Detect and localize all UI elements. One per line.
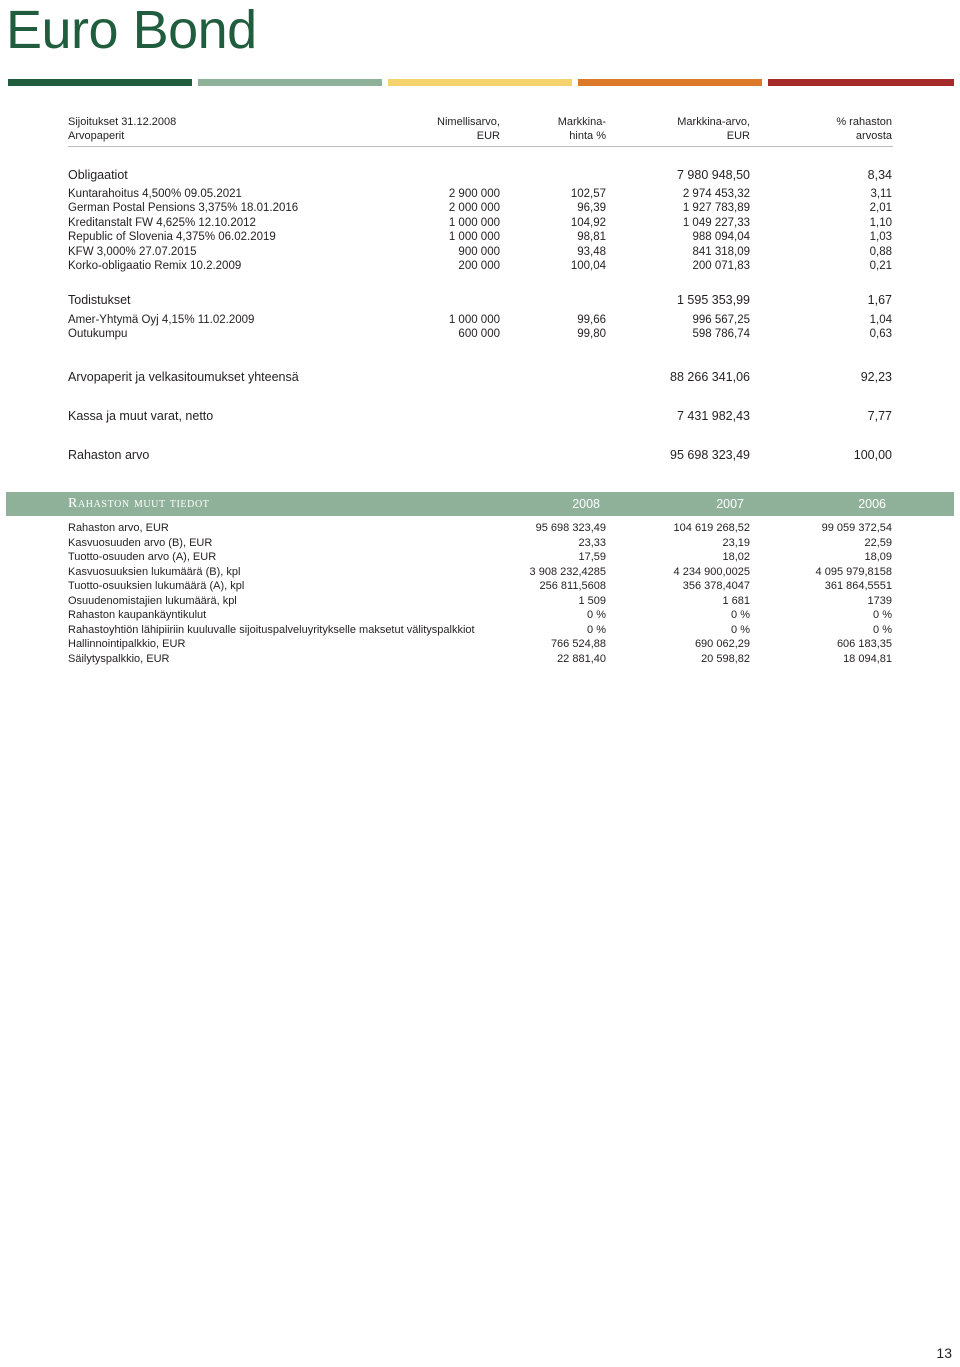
header-col-price-unit: hinta % <box>569 130 606 142</box>
holding-nominal: 200 000 <box>458 260 500 272</box>
section-label: Obligaatiot <box>68 168 128 182</box>
holding-row <box>0 259 960 273</box>
holding-market-value: 996 567,25 <box>692 314 750 326</box>
info-2006: 606 183,35 <box>836 638 892 650</box>
info-2006: 0 % <box>873 623 892 636</box>
info-2006: 18,09 <box>864 551 892 563</box>
holding-price: 99,66 <box>577 314 606 326</box>
info-2007: 23,19 <box>722 536 750 549</box>
header-col-market-value: Markkina-arvo, <box>677 116 750 128</box>
info-label: Osuudenomistajien lukumäärä, kpl <box>68 594 237 607</box>
section-obligaatiot <box>0 167 960 183</box>
holding-market-value: 841 318,09 <box>692 245 750 258</box>
info-label: Rahastoyhtiön lähipiiriin kuuluvalle sijoituspalveluyritykselle maksetut välityspalkkiot <box>68 623 475 636</box>
info-row <box>0 550 960 564</box>
info-row <box>0 565 960 579</box>
holding-name: Outukumpu <box>68 328 128 341</box>
header-col-pct: % rahaston <box>836 116 892 128</box>
holding-nominal: 1 000 000 <box>448 314 500 326</box>
holding-row <box>0 327 960 341</box>
info-row <box>0 637 960 651</box>
info-2007: 690 062,29 <box>694 638 750 650</box>
header-col-nominal: Nimellisarvo, <box>437 116 500 128</box>
info-2008: 766 524,88 <box>550 638 606 650</box>
year-2007: 2007 <box>716 497 744 511</box>
info-2006: 1739 <box>867 594 892 607</box>
header-row-1 <box>0 115 960 129</box>
info-2007: 0 % <box>731 609 750 621</box>
info-row <box>0 521 960 535</box>
color-bar-red <box>768 79 954 86</box>
holding-pct: 0,88 <box>869 245 892 258</box>
info-row <box>0 608 960 622</box>
section-value: 1 595 353,99 <box>677 293 750 307</box>
total-pct: 92,23 <box>860 370 892 384</box>
info-label: Tuotto-osuuksien lukumäärä (A), kpl <box>68 580 245 592</box>
holding-market-value: 598 786,74 <box>692 328 750 341</box>
info-row <box>0 652 960 666</box>
holding-name: Kreditanstalt FW 4,625% 12.10.2012 <box>68 216 256 229</box>
info-2008: 0 % <box>587 623 606 636</box>
total-fund-value <box>0 447 960 463</box>
total-label: Kassa ja muut varat, netto <box>68 409 214 423</box>
info-label: Kasvuosuuden arvo (B), EUR <box>68 536 213 549</box>
color-bar-yellow <box>388 79 572 86</box>
header-col-market-value-unit: EUR <box>726 130 750 142</box>
total-label: Arvopaperit ja velkasitoumukset yhteensä <box>68 370 299 384</box>
info-2008: 1 509 <box>578 594 606 607</box>
info-2008: 0 % <box>587 609 606 621</box>
holding-market-value: 988 094,04 <box>692 231 750 244</box>
holding-name: Republic of Slovenia 4,375% 06.02.2019 <box>68 231 276 244</box>
holding-row <box>0 201 960 215</box>
info-row <box>0 594 960 608</box>
holding-market-value: 200 071,83 <box>692 260 750 272</box>
info-2007: 1 681 <box>722 594 750 607</box>
holding-pct: 0,63 <box>869 328 892 341</box>
holding-name: German Postal Pensions 3,375% 18.01.2016 <box>68 202 299 215</box>
header-divider <box>68 146 893 147</box>
total-securities <box>0 369 960 385</box>
section-value: 7 980 948,50 <box>677 168 750 182</box>
info-2008: 22 881,40 <box>557 652 606 665</box>
info-2008: 256 811,5608 <box>539 580 606 592</box>
header-col-pct-unit: arvosta <box>855 130 892 142</box>
color-bar-dark-green <box>8 79 192 86</box>
total-pct: 7,77 <box>867 409 892 423</box>
total-pct: 100,00 <box>853 448 892 462</box>
holding-pct: 0,21 <box>869 260 892 272</box>
total-cash <box>0 408 960 424</box>
holding-pct: 3,11 <box>870 188 892 200</box>
color-bar-light-green <box>198 79 382 86</box>
info-2007: 20 598,82 <box>701 652 750 665</box>
holding-pct: 2,01 <box>869 202 892 215</box>
holding-nominal: 2 000 000 <box>448 202 500 215</box>
header-col-holdings: Sijoitukset 31.12.2008 <box>68 116 177 128</box>
info-row <box>0 579 960 593</box>
info-2006: 0 % <box>873 609 892 621</box>
holding-row <box>0 245 960 259</box>
holding-nominal: 1 000 000 <box>448 231 500 244</box>
total-label: Rahaston arvo <box>68 448 150 462</box>
header-col-price: Markkina- <box>557 116 606 128</box>
color-bars <box>8 79 954 86</box>
holding-name: Korko-obligaatio Remix 10.2.2009 <box>68 260 242 272</box>
info-2008: 23,33 <box>578 536 606 549</box>
holding-price: 93,48 <box>577 245 606 258</box>
other-info-heading: Rahaston muut tiedot <box>68 496 210 511</box>
holding-price: 100,04 <box>570 260 606 272</box>
section-pct: 1,67 <box>867 293 892 307</box>
info-label: Rahaston arvo, EUR <box>68 522 169 534</box>
page-title: Euro Bond <box>6 0 257 60</box>
info-row <box>0 536 960 550</box>
info-2007: 18,02 <box>722 551 750 563</box>
holding-pct: 1,10 <box>869 216 892 229</box>
info-label: Säilytyspalkkio, EUR <box>68 652 170 665</box>
other-info-band <box>6 492 954 516</box>
info-2007: 104 619 268,52 <box>673 522 750 534</box>
info-label: Hallinnointipalkkio, EUR <box>68 638 186 650</box>
header-row-2 <box>0 129 960 143</box>
header-col-nominal-unit: EUR <box>476 130 500 142</box>
info-label: Kasvuosuuksien lukumäärä (B), kpl <box>68 565 241 578</box>
total-value: 95 698 323,49 <box>670 448 750 462</box>
year-2008: 2008 <box>572 497 600 511</box>
color-bar-orange <box>578 79 762 86</box>
holding-price: 104,92 <box>570 216 606 229</box>
total-value: 7 431 982,43 <box>677 409 750 423</box>
info-2006: 18 094,81 <box>843 652 892 665</box>
info-2008: 17,59 <box>578 551 606 563</box>
holding-market-value: 1 049 227,33 <box>682 216 750 229</box>
holding-row <box>0 230 960 244</box>
year-2006: 2006 <box>858 497 886 511</box>
info-row <box>0 623 960 637</box>
holding-nominal: 1 000 000 <box>448 216 500 229</box>
holding-market-value: 1 927 783,89 <box>682 202 750 215</box>
holding-nominal: 2 900 000 <box>448 188 500 200</box>
info-2006: 4 095 979,8158 <box>815 565 892 578</box>
holding-price: 99,80 <box>577 328 606 341</box>
info-label: Tuotto-osuuden arvo (A), EUR <box>68 551 217 563</box>
section-label: Todistukset <box>68 293 131 307</box>
holding-nominal: 600 000 <box>458 328 500 341</box>
page-number: 13 <box>936 1345 952 1361</box>
info-2007: 356 378,4047 <box>682 580 750 592</box>
holding-row <box>0 216 960 230</box>
info-2007: 4 234 900,0025 <box>673 565 750 578</box>
holding-pct: 1,03 <box>869 231 892 244</box>
info-2006: 22,59 <box>864 536 892 549</box>
section-todistukset <box>0 292 960 308</box>
holding-row <box>0 313 960 327</box>
info-2006: 361 864,5551 <box>824 580 892 592</box>
section-pct: 8,34 <box>867 168 892 182</box>
holding-price: 96,39 <box>577 202 606 215</box>
holding-price: 102,57 <box>570 188 606 200</box>
info-label: Rahaston kaupankäyntikulut <box>68 609 207 621</box>
holding-name: Kuntarahoitus 4,500% 09.05.2021 <box>68 188 242 200</box>
holding-name: KFW 3,000% 27.07.2015 <box>68 245 197 258</box>
holding-market-value: 2 974 453,32 <box>682 188 750 200</box>
info-2008: 3 908 232,4285 <box>529 565 606 578</box>
holding-pct: 1,04 <box>869 314 892 326</box>
holding-nominal: 900 000 <box>458 245 500 258</box>
holding-price: 98,81 <box>577 231 606 244</box>
total-value: 88 266 341,06 <box>670 370 750 384</box>
info-2008: 95 698 323,49 <box>535 522 606 534</box>
holding-name: Amer-Yhtymä Oyj 4,15% 11.02.2009 <box>68 314 255 326</box>
info-2007: 0 % <box>731 623 750 636</box>
holding-row <box>0 187 960 201</box>
header-col-securities: Arvopaperit <box>68 130 125 142</box>
info-2006: 99 059 372,54 <box>821 522 892 534</box>
